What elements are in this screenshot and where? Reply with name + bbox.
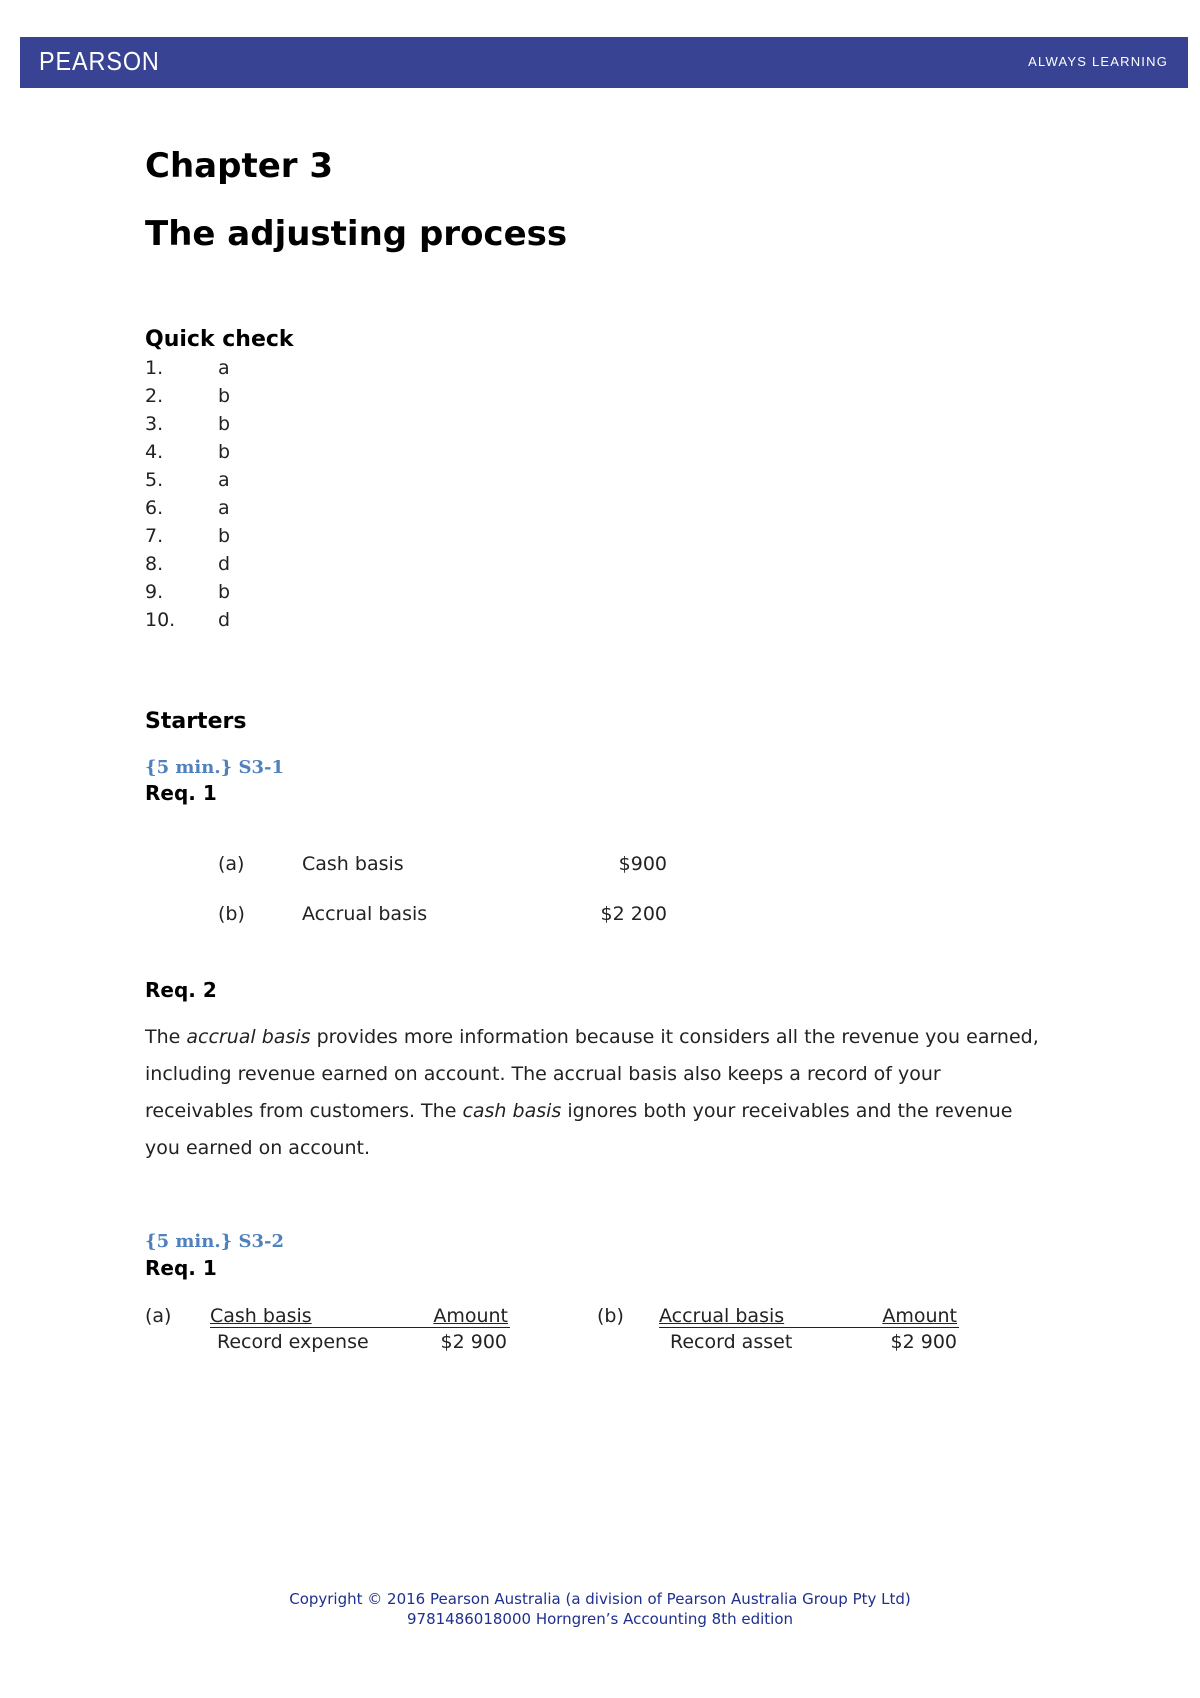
req-1-label: Req. 1 — [145, 781, 217, 805]
s3-2-b-col2: Amount — [882, 1305, 957, 1327]
exercise-tag-s3-2: {5 min.} S3-2 — [145, 1231, 284, 1252]
s3-2-letter-b: (b) — [597, 1305, 624, 1327]
footer-edition: 9781486018000 Horngren’s Accounting 8th edition — [406, 1610, 794, 1628]
s3-2-table-b-header — [659, 1305, 959, 1328]
s3-2-b-row-amount: $2 900 — [890, 1331, 957, 1353]
s3-1-letter-a: (a) — [218, 853, 245, 875]
s3-2-b-row-label: Record asset — [670, 1331, 793, 1353]
quick-check-item: 4. b — [145, 441, 231, 463]
s3-1-label-b: Accrual basis — [302, 903, 428, 925]
pearson-banner — [20, 37, 1188, 88]
quick-check-item: 6. a — [145, 497, 230, 519]
s3-2-b-col1: Accrual basis — [659, 1305, 785, 1327]
chapter-heading: Chapter 3 — [145, 146, 334, 186]
s3-2-a-row-amount: $2 900 — [440, 1331, 507, 1353]
quick-check-item: 10. d — [145, 609, 231, 631]
quick-check-item: 1. a — [145, 357, 230, 379]
quick-check-item: 9. b — [145, 581, 231, 603]
s3-1-letter-b: (b) — [218, 903, 245, 925]
s3-2-letter-a: (a) — [145, 1305, 172, 1327]
starters-heading: Starters — [145, 709, 247, 734]
s3-2-a-col1: Cash basis — [210, 1305, 312, 1327]
req-2-label: Req. 2 — [145, 978, 217, 1002]
chapter-title: The adjusting process — [145, 214, 568, 254]
s3-2-a-col2: Amount — [433, 1305, 508, 1327]
pearson-logo: PEARSON — [39, 46, 160, 76]
s3-1-amount-b: $2 200 — [600, 903, 667, 925]
quick-check-heading: Quick check — [145, 327, 294, 352]
quick-check-item: 2. b — [145, 385, 231, 407]
quick-check-item: 7. b — [145, 525, 231, 547]
footer-copyright: Copyright © 2016 Pearson Australia (a division of Pearson Australia Group Pty Ltd) — [289, 1590, 911, 1608]
s3-2-a-row-label: Record expense — [217, 1331, 369, 1353]
req-1-label-s3-2: Req. 1 — [145, 1256, 217, 1280]
s3-1-label-a: Cash basis — [302, 853, 404, 875]
exercise-tag-s3-1: {5 min.} S3-1 — [145, 757, 284, 778]
banner-tagline: ALWAYS LEARNING — [1028, 54, 1168, 69]
quick-check-item: 8. d — [145, 553, 231, 575]
quick-check-item: 3. b — [145, 413, 231, 435]
quick-check-item: 5. a — [145, 469, 230, 491]
s3-1-amount-a: $900 — [618, 853, 667, 875]
req-2-paragraph: The accrual basis provides more information because it considers all the revenue you earned, including revenue earned on account. The accrual basis also keeps a record of your receivables from customers. The cash basis ignores both your receivables and the revenue you earned on account. — [145, 1026, 1039, 1159]
s3-2-table-a-header — [210, 1305, 510, 1328]
